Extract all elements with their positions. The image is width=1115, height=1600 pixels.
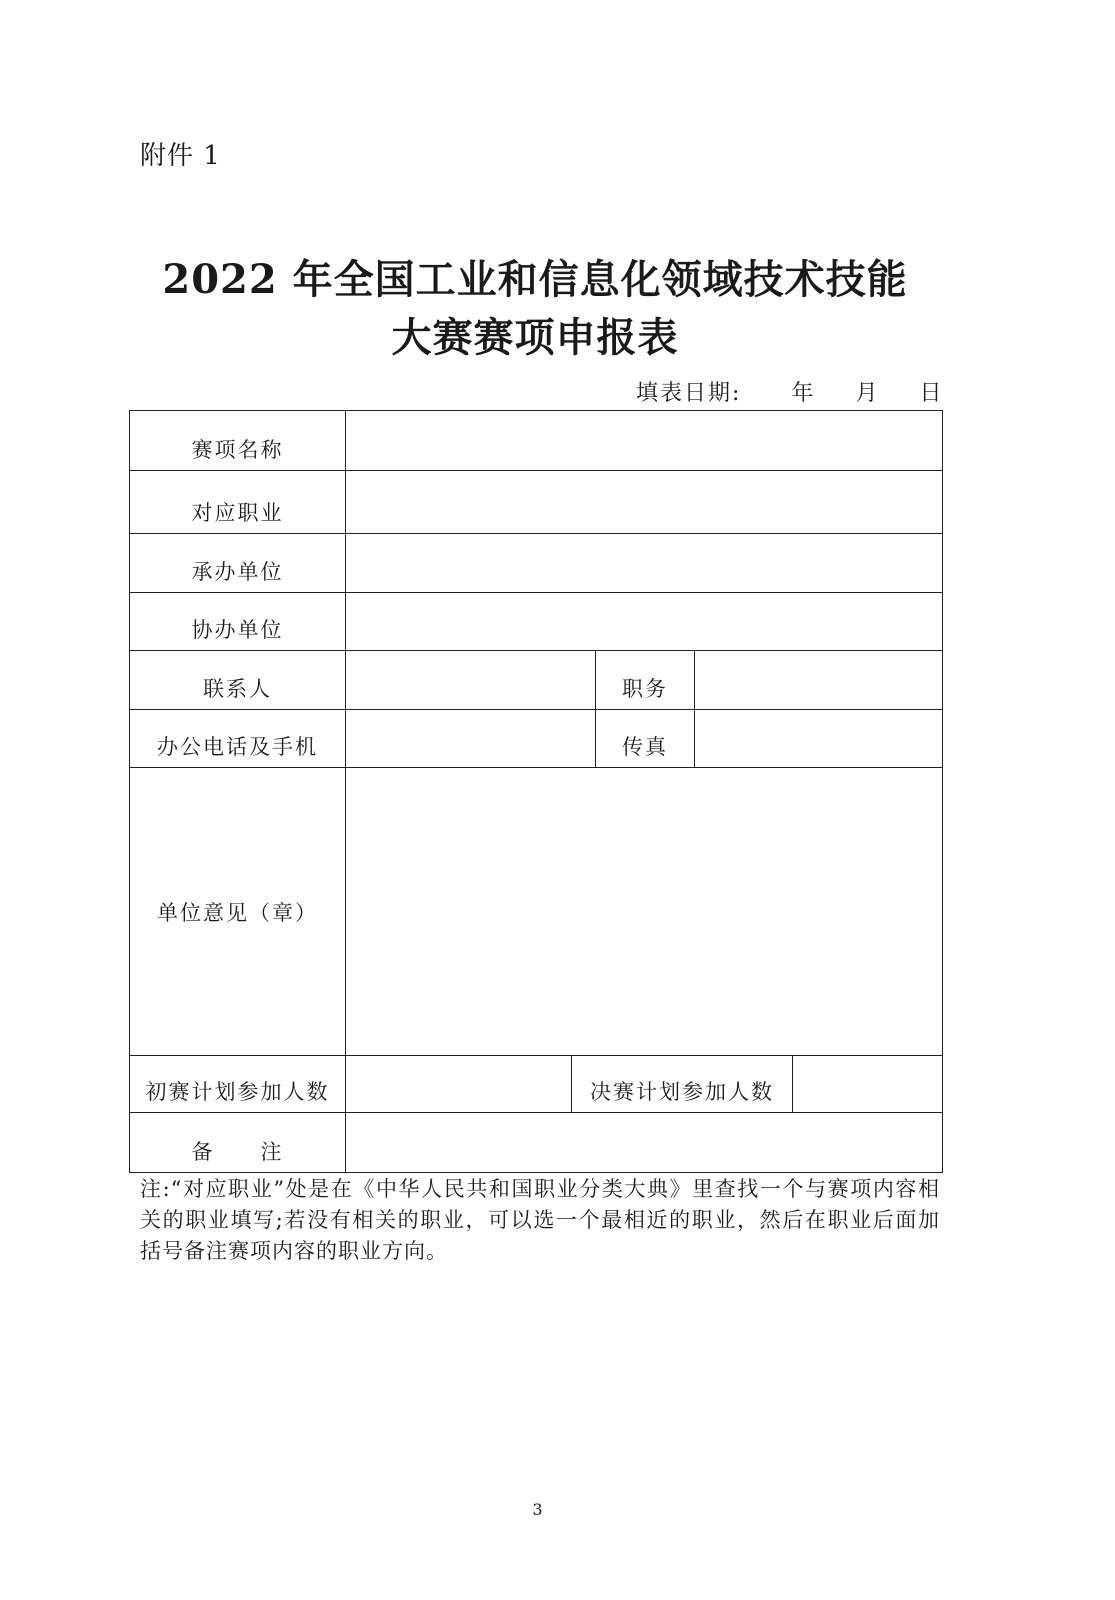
table-row [130, 593, 943, 651]
page-number: 3 [532, 1500, 543, 1519]
table-row [130, 411, 943, 471]
table-row [130, 768, 943, 1056]
host-unit-label: 承办单位 [130, 534, 346, 593]
fax-field[interactable] [695, 710, 943, 768]
final-participants-field[interactable] [793, 1056, 943, 1113]
contact-field[interactable] [346, 651, 596, 710]
phone-label: 办公电话及手机 [130, 710, 346, 768]
phone-field[interactable] [346, 710, 596, 768]
occupation-label: 对应职业 [130, 471, 346, 534]
table-row [130, 1056, 943, 1113]
fill-date-label: 填表日期: [636, 381, 742, 406]
date-month-unit: 月 [855, 381, 880, 406]
date-day-unit: 日 [919, 381, 944, 406]
prelim-participants-field[interactable] [346, 1056, 572, 1113]
document-title-line-2: 大赛赛项申报表 [391, 314, 679, 361]
unit-opinion-label: 单位意见（章） [130, 768, 346, 1056]
occupation-field[interactable] [346, 471, 943, 534]
application-form-table [129, 410, 943, 1173]
table-row [130, 534, 943, 593]
date-year-unit: 年 [791, 381, 816, 406]
fill-date-line [636, 376, 943, 407]
co-host-unit-field[interactable] [346, 593, 943, 651]
event-name-field[interactable] [346, 411, 943, 471]
host-unit-field[interactable] [346, 534, 943, 593]
event-name-label: 赛项名称 [130, 411, 346, 471]
remarks-label: 备 注 [130, 1113, 346, 1173]
table-row [130, 1113, 943, 1173]
position-field[interactable] [695, 651, 943, 710]
table-row [130, 710, 943, 768]
position-label: 职务 [596, 651, 695, 710]
prelim-participants-label: 初赛计划参加人数 [130, 1056, 346, 1113]
table-row [130, 471, 943, 534]
fax-label: 传真 [596, 710, 695, 768]
form-note: 注:“对应职业”处是在《中华人民共和国职业分类大典》里查找一个与赛项内容相关的职业填写;若没有相关的职业，可以选一个最相近的职业，然后在职业后面加括号备注赛项内容的职业方向。 [140, 1177, 940, 1263]
unit-opinion-field[interactable] [346, 768, 943, 1056]
attachment-label: 附件 1 [140, 141, 221, 171]
co-host-unit-label: 协办单位 [130, 593, 346, 651]
final-participants-label: 决赛计划参加人数 [572, 1056, 793, 1113]
table-row [130, 651, 943, 710]
contact-label: 联系人 [130, 651, 346, 710]
remarks-field[interactable] [346, 1113, 943, 1173]
document-title-line-1: 2022 年全国工业和信息化领域技术技能 [162, 256, 908, 303]
